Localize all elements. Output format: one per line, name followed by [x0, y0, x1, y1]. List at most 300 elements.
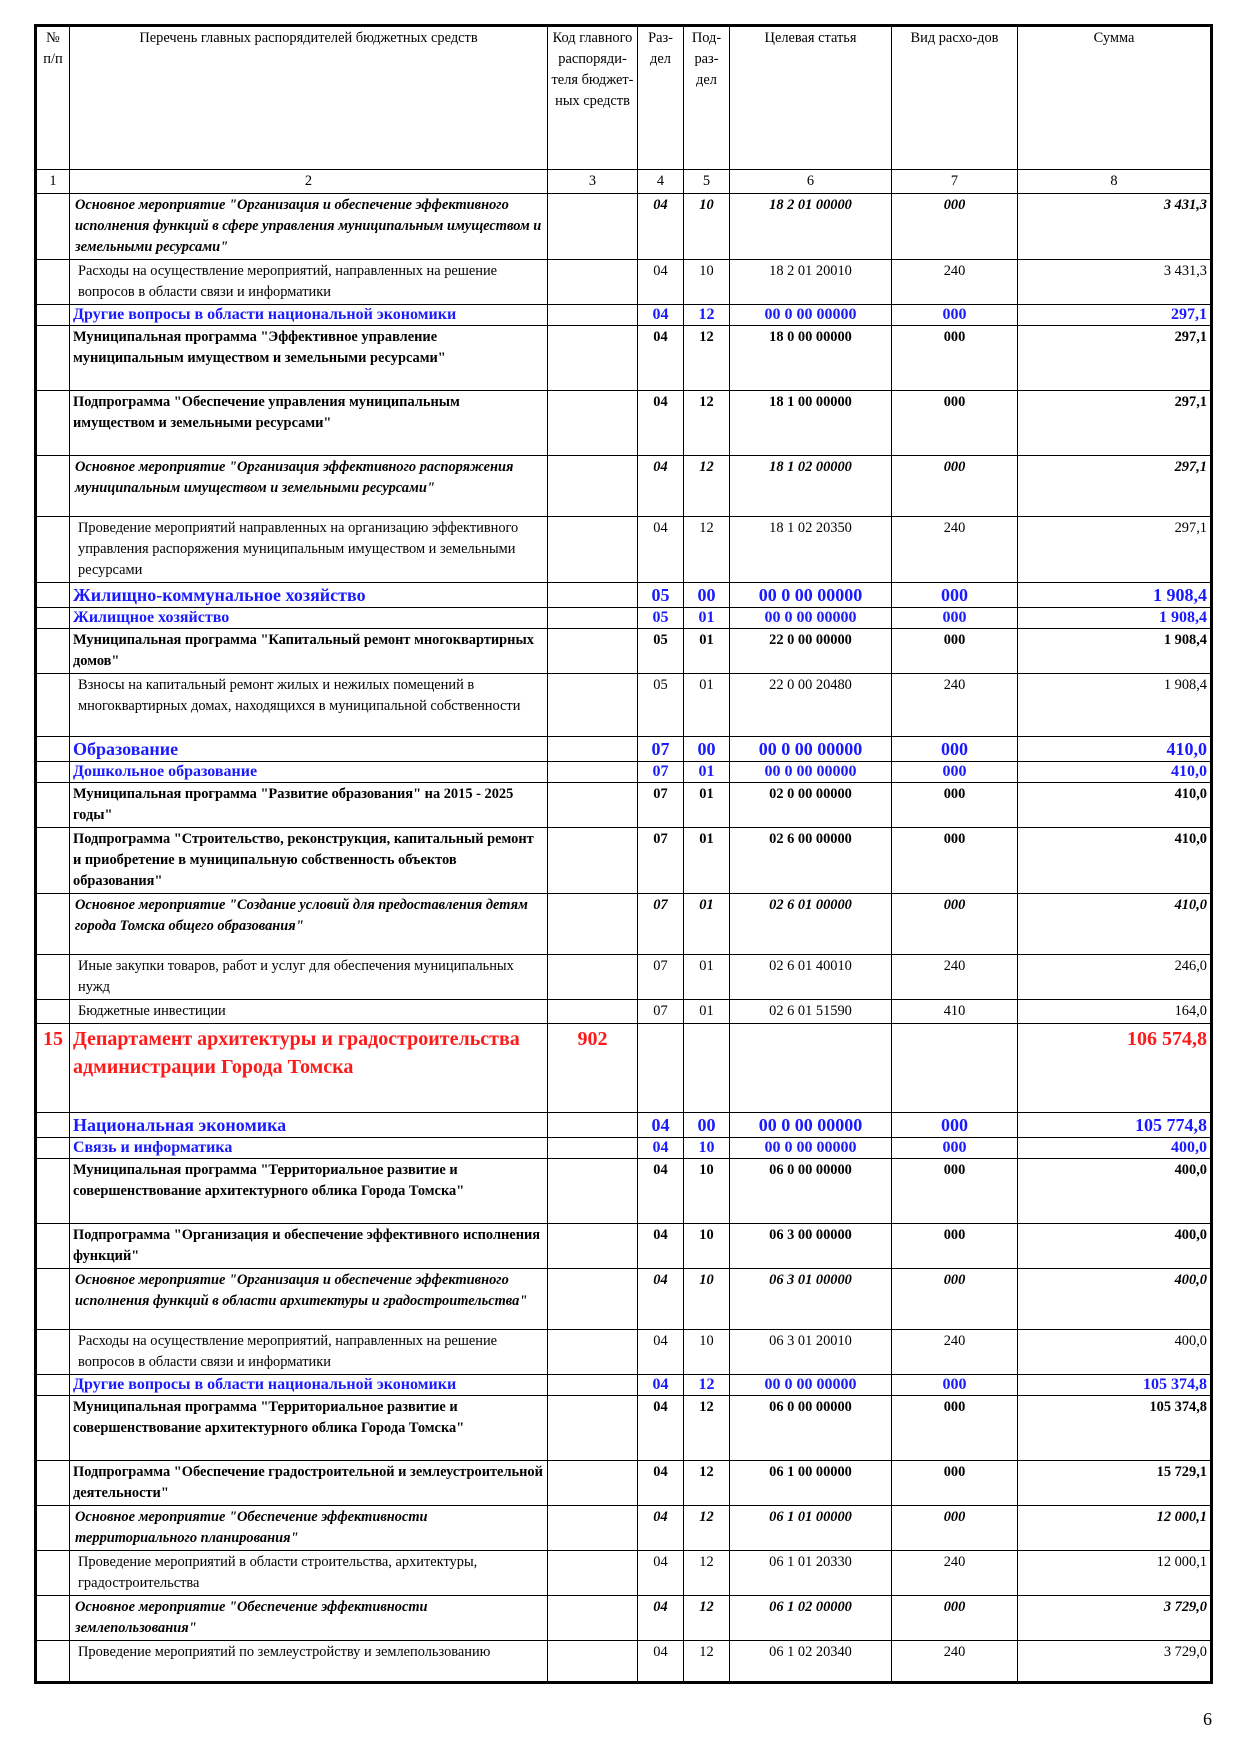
cell-code — [548, 955, 638, 1000]
cell-razd: 04 — [638, 260, 684, 305]
cell-razd: 04 — [638, 1641, 684, 1683]
cell-vid — [892, 1024, 1018, 1113]
table-row — [36, 762, 1212, 783]
cell-vid: 000 — [892, 583, 1018, 608]
cell-cs: 06 3 00 00000 — [730, 1224, 892, 1269]
header-row — [36, 26, 1212, 170]
colnum: 2 — [70, 170, 548, 194]
cell-code — [548, 1269, 638, 1330]
cell-no: 15 — [36, 1024, 70, 1113]
cell-vid: 000 — [892, 894, 1018, 955]
table-row — [36, 1396, 1212, 1461]
header-sum: Сумма — [1018, 26, 1212, 170]
cell-no — [36, 1596, 70, 1641]
table-row — [36, 737, 1212, 762]
table-row — [36, 326, 1212, 391]
column-number-row — [36, 170, 1212, 194]
table-row — [36, 1551, 1212, 1596]
cell-sum: 297,1 — [1018, 517, 1212, 583]
page-number: 6 — [1203, 1709, 1212, 1729]
cell-cs: 00 0 00 00000 — [730, 737, 892, 762]
cell-podr: 12 — [684, 1641, 730, 1683]
cell-no — [36, 391, 70, 456]
cell-vid: 000 — [892, 391, 1018, 456]
cell-razd: 05 — [638, 583, 684, 608]
cell-no — [36, 1138, 70, 1159]
cell-sum: 297,1 — [1018, 326, 1212, 391]
cell-podr: 12 — [684, 517, 730, 583]
cell-sum: 400,0 — [1018, 1269, 1212, 1330]
cell-no — [36, 1224, 70, 1269]
table-row — [36, 1269, 1212, 1330]
cell-vid: 000 — [892, 608, 1018, 629]
cell-code — [548, 1159, 638, 1224]
cell-cs: 00 0 00 00000 — [730, 1138, 892, 1159]
cell-podr: 01 — [684, 894, 730, 955]
cell-code — [548, 583, 638, 608]
cell-razd: 04 — [638, 1596, 684, 1641]
cell-no — [36, 1330, 70, 1375]
cell-razd: 07 — [638, 783, 684, 828]
cell-name: Подпрограмма "Строительство, реконструкция, капитальный ремонт и приобретение в муниципальную собственность объектов образования" — [70, 828, 548, 894]
cell-cs: 18 1 02 20350 — [730, 517, 892, 583]
cell-name: Департамент архитектуры и градостроительства администрации Города Томска — [70, 1024, 548, 1113]
cell-sum: 1 908,4 — [1018, 674, 1212, 737]
cell-code — [548, 608, 638, 629]
cell-sum: 3 729,0 — [1018, 1596, 1212, 1641]
cell-cs: 00 0 00 00000 — [730, 1113, 892, 1138]
cell-vid: 000 — [892, 737, 1018, 762]
cell-razd: 04 — [638, 1551, 684, 1596]
cell-no — [36, 260, 70, 305]
cell-name: Основное мероприятие "Создание условий для предоставления детям города Томска общего образования" — [70, 894, 548, 955]
cell-code — [548, 517, 638, 583]
cell-no — [36, 1461, 70, 1506]
table-row — [36, 894, 1212, 955]
cell-sum: 1 908,4 — [1018, 583, 1212, 608]
cell-vid: 000 — [892, 1506, 1018, 1551]
cell-no — [36, 1641, 70, 1683]
cell-razd: 04 — [638, 1224, 684, 1269]
table-row — [36, 608, 1212, 629]
cell-vid: 000 — [892, 1461, 1018, 1506]
colnum: 7 — [892, 170, 1018, 194]
cell-cs: 00 0 00 00000 — [730, 305, 892, 326]
cell-vid: 000 — [892, 1375, 1018, 1396]
colnum: 6 — [730, 170, 892, 194]
cell-razd: 07 — [638, 955, 684, 1000]
table-row — [36, 1224, 1212, 1269]
cell-name: Муниципальная программа "Развитие образования" на 2015 - 2025 годы" — [70, 783, 548, 828]
cell-no — [36, 1159, 70, 1224]
cell-podr: 00 — [684, 737, 730, 762]
cell-cs: 00 0 00 00000 — [730, 608, 892, 629]
cell-name: Муниципальная программа "Эффективное управление муниципальным имуществом и земельными ресурсами" — [70, 326, 548, 391]
cell-razd: 07 — [638, 894, 684, 955]
table-row — [36, 1461, 1212, 1506]
cell-cs: 22 0 00 00000 — [730, 629, 892, 674]
cell-cs: 00 0 00 00000 — [730, 762, 892, 783]
table-row — [36, 629, 1212, 674]
cell-cs: 00 0 00 00000 — [730, 1375, 892, 1396]
cell-sum: 410,0 — [1018, 762, 1212, 783]
cell-podr: 10 — [684, 1159, 730, 1224]
cell-razd: 04 — [638, 1461, 684, 1506]
cell-podr: 10 — [684, 1138, 730, 1159]
colnum: 8 — [1018, 170, 1212, 194]
table-row — [36, 1138, 1212, 1159]
cell-razd: 05 — [638, 674, 684, 737]
cell-podr: 10 — [684, 1269, 730, 1330]
cell-name: Бюджетные инвестиции — [70, 1000, 548, 1024]
cell-sum: 400,0 — [1018, 1138, 1212, 1159]
cell-cs: 06 0 00 00000 — [730, 1396, 892, 1461]
table-row — [36, 391, 1212, 456]
cell-razd: 04 — [638, 326, 684, 391]
cell-podr: 10 — [684, 1224, 730, 1269]
cell-code — [548, 762, 638, 783]
cell-code — [548, 783, 638, 828]
cell-no — [36, 894, 70, 955]
header-code: Код главного распоряди-теля бюджет-ных средств — [548, 26, 638, 170]
cell-no — [36, 1375, 70, 1396]
cell-podr: 01 — [684, 608, 730, 629]
cell-cs: 06 3 01 20010 — [730, 1330, 892, 1375]
cell-vid: 240 — [892, 955, 1018, 1000]
header-razd: Раз-дел — [638, 26, 684, 170]
table-row — [36, 1596, 1212, 1641]
cell-name: Проведение мероприятий направленных на организацию эффективного управления распоряжения муниципальным имуществом и земельными ресурсами — [70, 517, 548, 583]
table-row — [36, 1330, 1212, 1375]
cell-sum: 12 000,1 — [1018, 1506, 1212, 1551]
colnum: 3 — [548, 170, 638, 194]
cell-code — [548, 737, 638, 762]
cell-vid: 000 — [892, 1159, 1018, 1224]
cell-no — [36, 194, 70, 260]
cell-code — [548, 1000, 638, 1024]
cell-sum: 246,0 — [1018, 955, 1212, 1000]
cell-vid: 000 — [892, 629, 1018, 674]
cell-name: Муниципальная программа "Территориальное развитие и совершенствование архитектурного облика Города Томска" — [70, 1396, 548, 1461]
cell-razd: 04 — [638, 1138, 684, 1159]
cell-cs: 02 0 00 00000 — [730, 783, 892, 828]
cell-cs: 00 0 00 00000 — [730, 583, 892, 608]
cell-name: Иные закупки товаров, работ и услуг для обеспечения муниципальных нужд — [70, 955, 548, 1000]
cell-cs: 18 1 00 00000 — [730, 391, 892, 456]
cell-cs: 18 2 01 00000 — [730, 194, 892, 260]
cell-sum: 105 774,8 — [1018, 1113, 1212, 1138]
cell-podr: 01 — [684, 629, 730, 674]
cell-cs: 06 1 01 00000 — [730, 1506, 892, 1551]
cell-podr: 12 — [684, 391, 730, 456]
cell-no — [36, 305, 70, 326]
cell-razd: 04 — [638, 1113, 684, 1138]
cell-name: Проведение мероприятий в области строительства, архитектуры, градостроительства — [70, 1551, 548, 1596]
cell-name: Связь и информатика — [70, 1138, 548, 1159]
cell-vid: 240 — [892, 517, 1018, 583]
cell-sum: 297,1 — [1018, 391, 1212, 456]
cell-name: Другие вопросы в области национальной экономики — [70, 1375, 548, 1396]
cell-no — [36, 1396, 70, 1461]
cell-razd: 04 — [638, 1330, 684, 1375]
cell-name: Расходы на осуществление мероприятий, направленных на решение вопросов в области связи и информатики — [70, 1330, 548, 1375]
cell-sum: 1 908,4 — [1018, 608, 1212, 629]
cell-podr — [684, 1024, 730, 1113]
colnum: 5 — [684, 170, 730, 194]
cell-cs: 18 0 00 00000 — [730, 326, 892, 391]
cell-no — [36, 674, 70, 737]
table-row — [36, 456, 1212, 517]
table-row — [36, 260, 1212, 305]
cell-razd: 04 — [638, 1159, 684, 1224]
cell-name: Образование — [70, 737, 548, 762]
cell-cs — [730, 1024, 892, 1113]
cell-cs: 18 1 02 00000 — [730, 456, 892, 517]
cell-razd: 04 — [638, 1269, 684, 1330]
cell-no — [36, 629, 70, 674]
cell-razd: 04 — [638, 456, 684, 517]
cell-podr: 01 — [684, 762, 730, 783]
cell-cs: 02 6 01 40010 — [730, 955, 892, 1000]
cell-razd: 04 — [638, 305, 684, 326]
cell-sum: 105 374,8 — [1018, 1375, 1212, 1396]
cell-no — [36, 1269, 70, 1330]
cell-cs: 22 0 00 20480 — [730, 674, 892, 737]
cell-razd: 04 — [638, 1396, 684, 1461]
cell-code — [548, 1461, 638, 1506]
cell-podr: 12 — [684, 305, 730, 326]
table-row — [36, 674, 1212, 737]
cell-sum: 410,0 — [1018, 894, 1212, 955]
table-row — [36, 1159, 1212, 1224]
cell-code — [548, 1596, 638, 1641]
cell-sum: 3 431,3 — [1018, 194, 1212, 260]
colnum: 1 — [36, 170, 70, 194]
cell-code — [548, 326, 638, 391]
cell-code — [548, 828, 638, 894]
table-row — [36, 1375, 1212, 1396]
cell-code — [548, 391, 638, 456]
cell-podr: 12 — [684, 456, 730, 517]
cell-name: Подпрограмма "Организация и обеспечение эффективного исполнения функций" — [70, 1224, 548, 1269]
cell-code — [548, 894, 638, 955]
cell-name: Дошкольное образование — [70, 762, 548, 783]
table-row — [36, 1641, 1212, 1683]
cell-name: Другие вопросы в области национальной экономики — [70, 305, 548, 326]
cell-razd: 04 — [638, 517, 684, 583]
cell-vid: 000 — [892, 1396, 1018, 1461]
cell-vid: 000 — [892, 783, 1018, 828]
cell-vid: 240 — [892, 260, 1018, 305]
header-cs: Целевая статья — [730, 26, 892, 170]
cell-name: Основное мероприятие "Обеспечение эффективности землепользования" — [70, 1596, 548, 1641]
cell-name: Жилищное хозяйство — [70, 608, 548, 629]
colnum: 4 — [638, 170, 684, 194]
cell-razd: 04 — [638, 391, 684, 456]
cell-podr: 12 — [684, 1396, 730, 1461]
cell-code — [548, 305, 638, 326]
cell-razd: 04 — [638, 1375, 684, 1396]
cell-sum: 410,0 — [1018, 737, 1212, 762]
cell-podr: 12 — [684, 326, 730, 391]
cell-no — [36, 1113, 70, 1138]
table-row — [36, 305, 1212, 326]
table-row — [36, 1506, 1212, 1551]
budget-table — [34, 24, 1213, 1684]
cell-podr: 12 — [684, 1596, 730, 1641]
cell-code — [548, 674, 638, 737]
cell-sum: 3 729,0 — [1018, 1641, 1212, 1683]
table-row — [36, 1113, 1212, 1138]
cell-razd — [638, 1024, 684, 1113]
cell-cs: 02 6 01 00000 — [730, 894, 892, 955]
cell-name: Подпрограмма "Обеспечение управления муниципальным имуществом и земельными ресурсами" — [70, 391, 548, 456]
cell-sum: 164,0 — [1018, 1000, 1212, 1024]
cell-podr: 01 — [684, 674, 730, 737]
cell-sum: 400,0 — [1018, 1159, 1212, 1224]
cell-no — [36, 762, 70, 783]
cell-vid: 000 — [892, 456, 1018, 517]
cell-cs: 06 1 02 00000 — [730, 1596, 892, 1641]
cell-no — [36, 608, 70, 629]
cell-name: Основное мероприятие "Организация и обеспечение эффективного исполнения функций в области архитектуры и градостроительства" — [70, 1269, 548, 1330]
cell-name: Расходы на осуществление мероприятий, направленных на решение вопросов в области связи и информатики — [70, 260, 548, 305]
cell-sum: 410,0 — [1018, 828, 1212, 894]
cell-podr: 10 — [684, 194, 730, 260]
cell-code — [548, 1224, 638, 1269]
cell-vid: 000 — [892, 194, 1018, 260]
table-row — [36, 583, 1212, 608]
cell-vid: 000 — [892, 326, 1018, 391]
header-podr: Под-раз-дел — [684, 26, 730, 170]
cell-cs: 06 1 01 20330 — [730, 1551, 892, 1596]
cell-sum: 15 729,1 — [1018, 1461, 1212, 1506]
cell-podr: 10 — [684, 260, 730, 305]
cell-vid: 240 — [892, 1551, 1018, 1596]
cell-no — [36, 783, 70, 828]
cell-sum: 3 431,3 — [1018, 260, 1212, 305]
cell-vid: 240 — [892, 1641, 1018, 1683]
cell-name: Жилищно-коммунальное хозяйство — [70, 583, 548, 608]
cell-vid: 000 — [892, 305, 1018, 326]
cell-podr: 12 — [684, 1551, 730, 1596]
cell-sum: 297,1 — [1018, 305, 1212, 326]
cell-name: Муниципальная программа "Территориальное развитие и совершенствование архитектурного облика Города Томска" — [70, 1159, 548, 1224]
table-row — [36, 828, 1212, 894]
cell-sum: 1 908,4 — [1018, 629, 1212, 674]
cell-code — [548, 456, 638, 517]
cell-code — [548, 1641, 638, 1683]
cell-vid: 000 — [892, 1269, 1018, 1330]
table-row — [36, 955, 1212, 1000]
cell-cs: 02 6 01 51590 — [730, 1000, 892, 1024]
cell-no — [36, 737, 70, 762]
header-no: № п/п — [36, 26, 70, 170]
cell-sum: 105 374,8 — [1018, 1396, 1212, 1461]
cell-vid: 410 — [892, 1000, 1018, 1024]
cell-podr: 10 — [684, 1330, 730, 1375]
cell-razd: 07 — [638, 762, 684, 783]
cell-sum: 12 000,1 — [1018, 1551, 1212, 1596]
cell-name: Основное мероприятие "Организация эффективного распоряжения муниципальным имуществом и земельными ресурсами" — [70, 456, 548, 517]
cell-code — [548, 1551, 638, 1596]
cell-code — [548, 1330, 638, 1375]
cell-razd: 07 — [638, 737, 684, 762]
cell-vid: 000 — [892, 828, 1018, 894]
cell-code — [548, 1506, 638, 1551]
cell-podr: 12 — [684, 1506, 730, 1551]
cell-vid: 000 — [892, 1596, 1018, 1641]
cell-no — [36, 1551, 70, 1596]
cell-no — [36, 1000, 70, 1024]
cell-sum: 410,0 — [1018, 783, 1212, 828]
cell-sum: 297,1 — [1018, 456, 1212, 517]
cell-vid: 000 — [892, 1138, 1018, 1159]
table-row — [36, 1000, 1212, 1024]
cell-no — [36, 1506, 70, 1551]
cell-sum: 400,0 — [1018, 1330, 1212, 1375]
cell-podr: 00 — [684, 583, 730, 608]
cell-code — [548, 629, 638, 674]
cell-vid: 000 — [892, 1224, 1018, 1269]
cell-razd: 07 — [638, 828, 684, 894]
cell-podr: 12 — [684, 1375, 730, 1396]
cell-vid: 240 — [892, 1330, 1018, 1375]
cell-name: Основное мероприятие "Обеспечение эффективности территориального планирования" — [70, 1506, 548, 1551]
cell-code — [548, 1396, 638, 1461]
cell-name: Национальная экономика — [70, 1113, 548, 1138]
cell-podr: 01 — [684, 828, 730, 894]
cell-sum: 106 574,8 — [1018, 1024, 1212, 1113]
cell-vid: 000 — [892, 762, 1018, 783]
cell-razd: 05 — [638, 608, 684, 629]
cell-podr: 01 — [684, 783, 730, 828]
cell-name: Муниципальная программа "Капитальный ремонт многоквартирных домов" — [70, 629, 548, 674]
header-name: Перечень главных распорядителей бюджетных средств — [70, 26, 548, 170]
cell-cs: 18 2 01 20010 — [730, 260, 892, 305]
cell-code — [548, 194, 638, 260]
cell-name: Взносы на капитальный ремонт жилых и нежилых помещений в многоквартирных домах, находящихся в муниципальной собственности — [70, 674, 548, 737]
cell-razd: 07 — [638, 1000, 684, 1024]
cell-name: Подпрограмма "Обеспечение градостроительной и землеустроительной деятельности" — [70, 1461, 548, 1506]
cell-code — [548, 260, 638, 305]
cell-razd: 05 — [638, 629, 684, 674]
cell-no — [36, 456, 70, 517]
table-row — [36, 517, 1212, 583]
cell-code — [548, 1113, 638, 1138]
header-vid: Вид расхо-дов — [892, 26, 1018, 170]
cell-podr: 12 — [684, 1461, 730, 1506]
cell-code — [548, 1375, 638, 1396]
cell-podr: 00 — [684, 1113, 730, 1138]
cell-cs: 06 3 01 00000 — [730, 1269, 892, 1330]
cell-vid: 240 — [892, 674, 1018, 737]
cell-no — [36, 583, 70, 608]
cell-no — [36, 955, 70, 1000]
cell-sum: 400,0 — [1018, 1224, 1212, 1269]
table-row — [36, 783, 1212, 828]
cell-no — [36, 828, 70, 894]
cell-razd: 04 — [638, 1506, 684, 1551]
cell-podr: 01 — [684, 1000, 730, 1024]
cell-code — [548, 1138, 638, 1159]
cell-vid: 000 — [892, 1113, 1018, 1138]
cell-cs: 02 6 00 00000 — [730, 828, 892, 894]
cell-cs: 06 1 00 00000 — [730, 1461, 892, 1506]
cell-cs: 06 0 00 00000 — [730, 1159, 892, 1224]
cell-cs: 06 1 02 20340 — [730, 1641, 892, 1683]
table-row — [36, 1024, 1212, 1113]
